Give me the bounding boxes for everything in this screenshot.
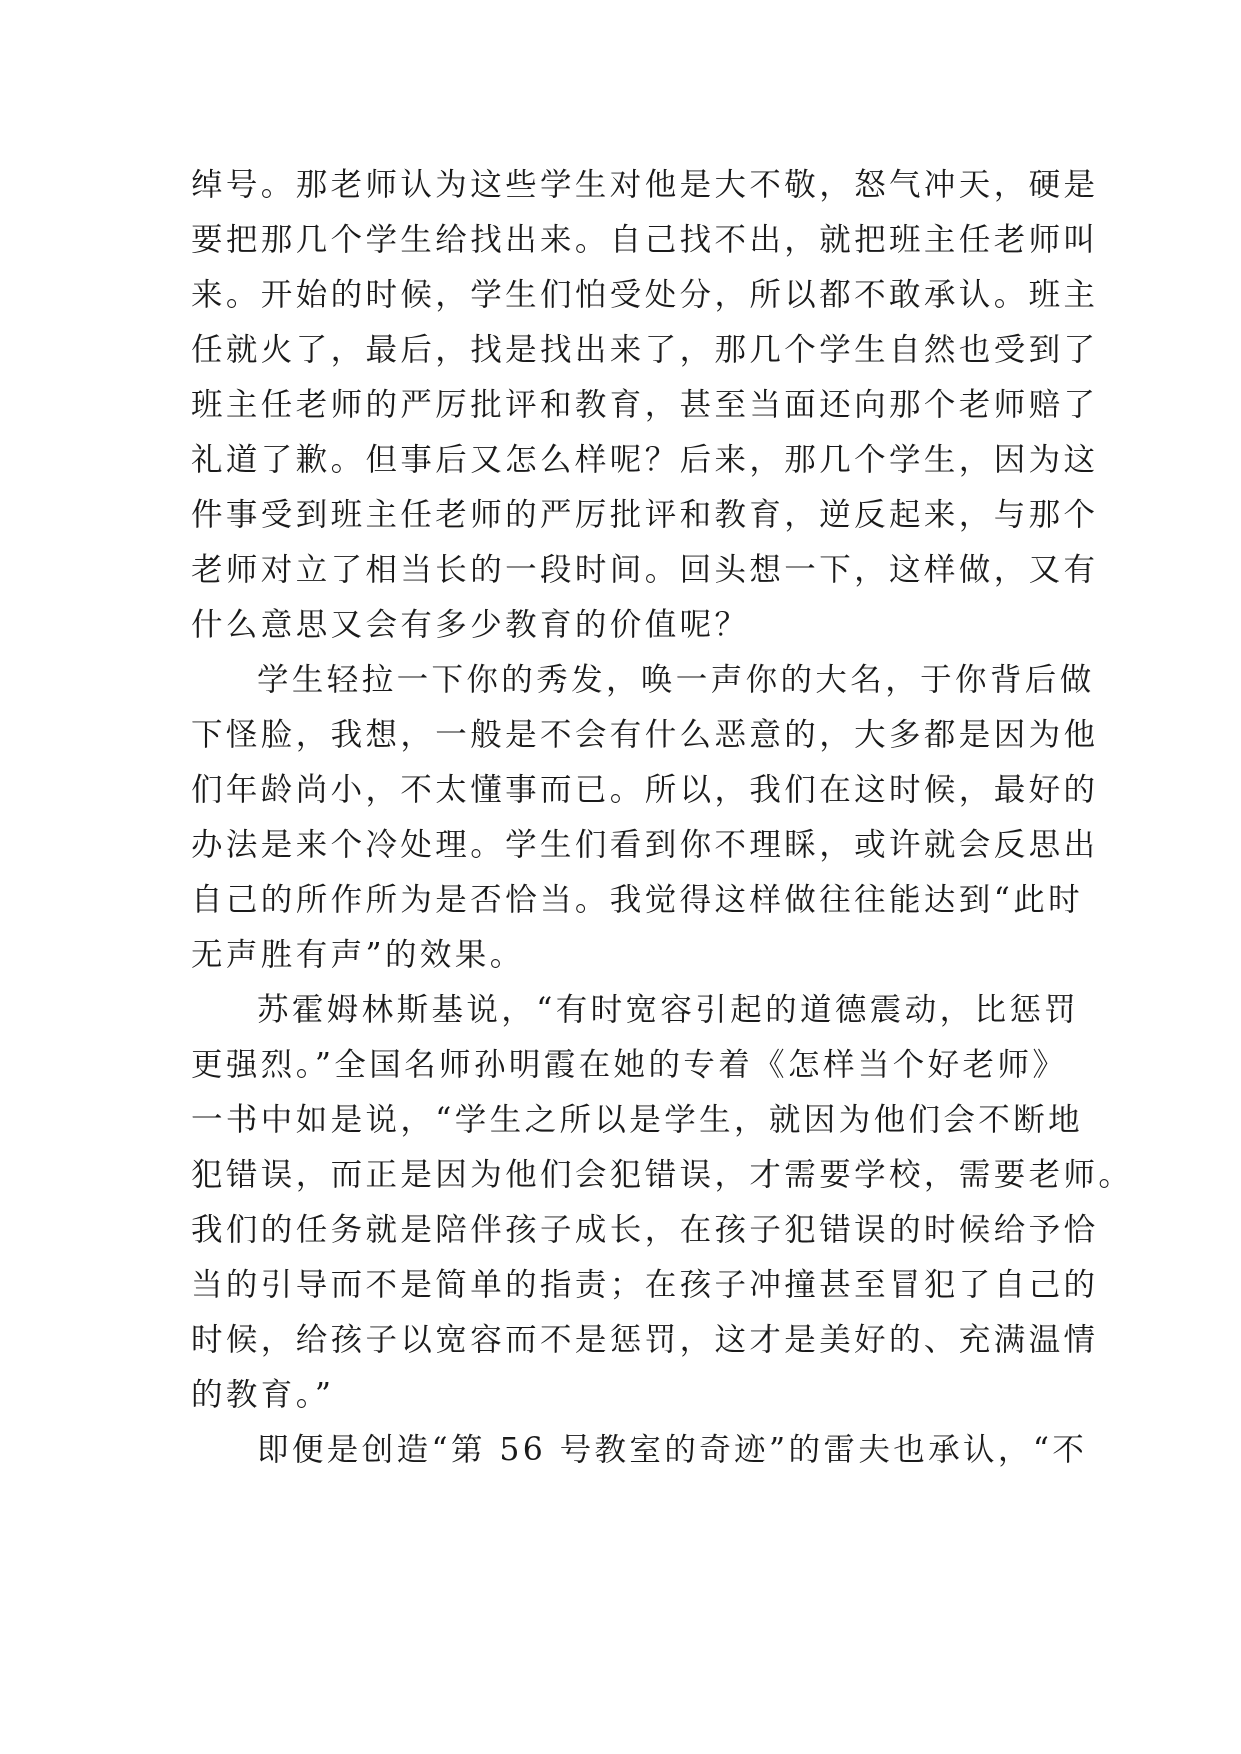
text-line: 们年龄尚小，不太懂事而已。所以，我们在这时候，最好的 — [191, 772, 1099, 808]
text-line: 自己的所作所为是否恰当。我觉得这样做往往能达到“此时 — [191, 882, 1084, 918]
text-line: 的教育。” — [191, 1377, 335, 1413]
text-line: 时候，给孩子以宽容而不是惩罚，这才是美好的、充满温情 — [191, 1322, 1099, 1358]
text-line: 什么意思又会有多少教育的价值呢？ — [191, 607, 750, 643]
text-line: 老师对立了相当长的一段时间。回头想一下，这样做，又有 — [191, 552, 1099, 588]
text-line: 任就火了，最后，找是找出来了，那几个学生自然也受到了 — [191, 332, 1099, 368]
paragraph-first-line: 苏霍姆林斯基说，“有时宽容引起的道德震动，比惩罚 — [257, 992, 1080, 1028]
text-line: 班主任老师的严厉批评和教育，甚至当面还向那个老师赔了 — [191, 387, 1099, 423]
text-line: 更强烈。”全国名师孙明霞在她的专着《怎样当个好老师》 — [191, 1047, 1068, 1083]
paragraph-first-line: 即便是创造“第 56 号教室的奇迹”的雷夫也承认，“不 — [257, 1432, 1088, 1468]
text-line: 无声胜有声”的效果。 — [191, 937, 525, 973]
text-line: 礼道了歉。但事后又怎么样呢？后来，那几个学生，因为这 — [191, 442, 1099, 478]
text-line: 办法是来个冷处理。学生们看到你不理睬，或许就会反思出 — [191, 827, 1099, 863]
text-line: 一书中如是说，“学生之所以是学生，就因为他们会不断地 — [191, 1102, 1084, 1138]
text-line: 绰号。那老师认为这些学生对他是大不敬，怒气冲天，硬是 — [191, 167, 1099, 203]
text-line: 犯错误，而正是因为他们会犯错误，才需要学校，需要老师。 — [191, 1157, 1134, 1193]
body-text — [191, 158, 1134, 1478]
text-line: 来。开始的时候，学生们怕受处分，所以都不敢承认。班主 — [191, 277, 1099, 313]
text-line: 当的引导而不是简单的指责；在孩子冲撞甚至冒犯了自己的 — [191, 1267, 1099, 1303]
text-line: 我们的任务就是陪伴孩子成长，在孩子犯错误的时候给予恰 — [191, 1212, 1099, 1248]
text-line: 要把那几个学生给找出来。自己找不出，就把班主任老师叫 — [191, 222, 1099, 258]
paragraph-first-line: 学生轻拉一下你的秀发，唤一声你的大名，于你背后做 — [257, 662, 1095, 698]
text-line: 件事受到班主任老师的严厉批评和教育，逆反起来，与那个 — [191, 497, 1099, 533]
text-line: 下怪脸，我想，一般是不会有什么恶意的，大多都是因为他 — [191, 717, 1099, 753]
